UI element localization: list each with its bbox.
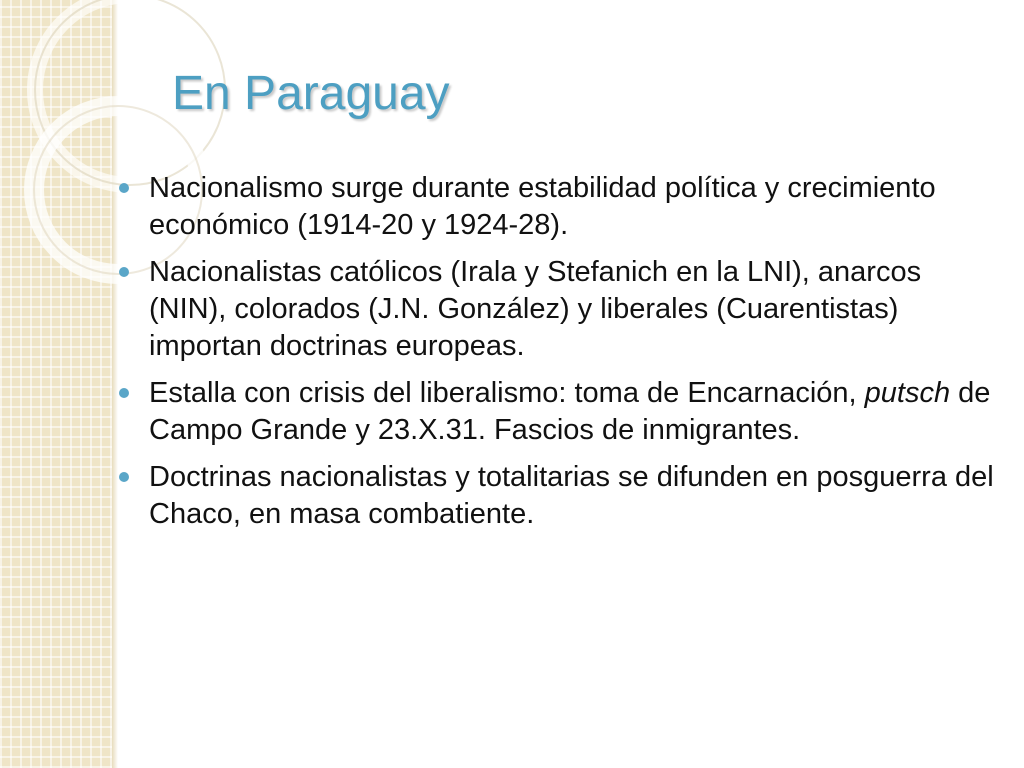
bullet-dot-icon (119, 183, 129, 193)
bullet-item (116, 375, 996, 449)
bullet-text: Nacionalismo surge durante estabilidad política y crecimiento económico (1914-20 y 1924-28). (149, 172, 936, 241)
bullet-text-italic: putsch (864, 377, 951, 409)
bullet-text-before: Estalla con crisis del liberalismo: toma de Encarnación, (149, 377, 865, 409)
bullet-item (116, 254, 996, 365)
bullet-text: Nacionalistas católicos (Irala y Stefanich en la LNI), anarcos (NIN), colorados (J.N. González) y liberales (Cuarentistas) importan doctrinas europeas. (149, 256, 922, 362)
bullet-item (116, 459, 996, 533)
bullet-dot-icon (119, 267, 129, 277)
bullet-dot-icon (119, 388, 129, 398)
bullet-text-after: de Campo Grande y 23.X.31. Fascios de inmigrantes. (149, 377, 991, 446)
bullet-dot-icon (119, 472, 129, 482)
bullet-item (116, 170, 996, 244)
slide-title: En Paraguay (172, 67, 450, 120)
bullet-list (116, 170, 996, 543)
bullet-text: Doctrinas nacionalistas y totalitarias se difunden en posguerra del Chaco, en masa combatiente. (149, 461, 994, 530)
